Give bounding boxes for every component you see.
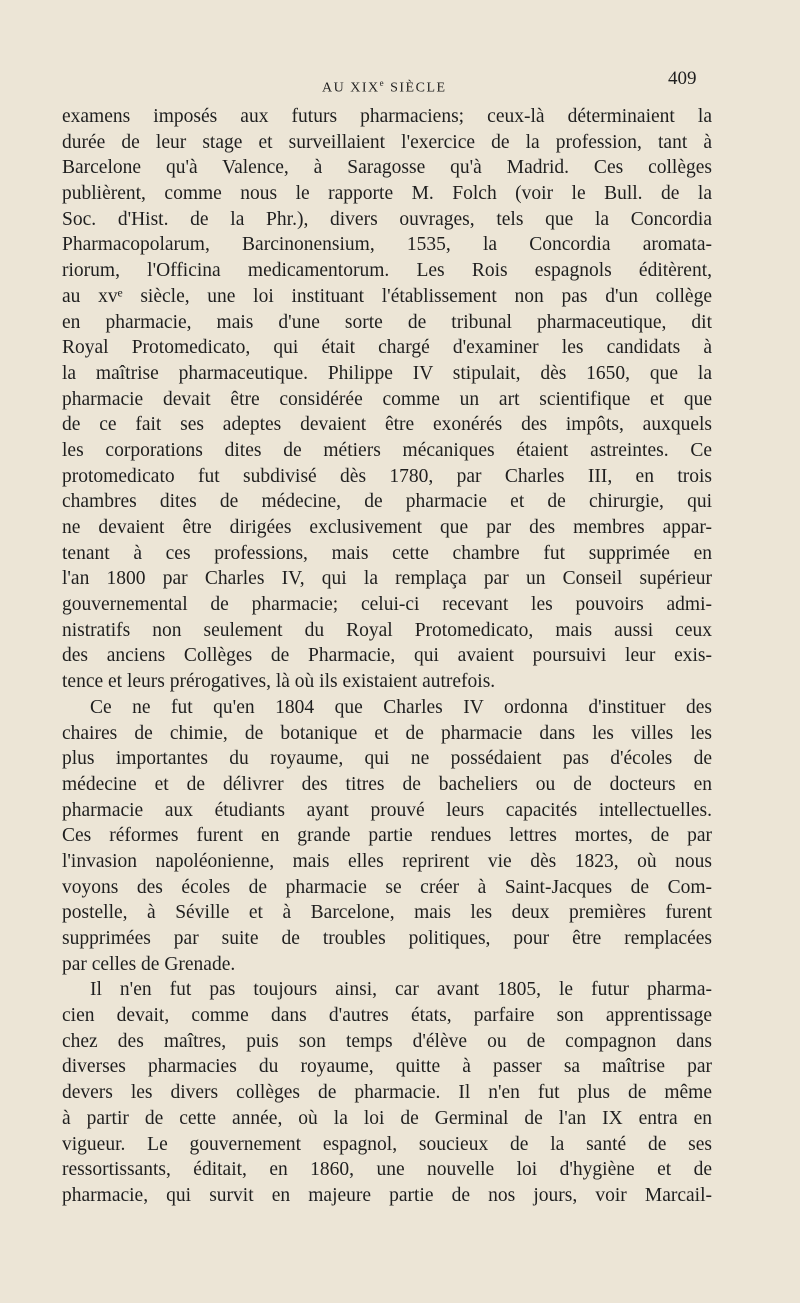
running-title: AU XIXe SIÈCLE [322, 78, 447, 96]
text-line: Soc. d'Hist. de la Phr.), divers ouvrages, tels que la Concordia [62, 208, 712, 230]
text-line: de ce fait ses adeptes devaient être exonérés des impôts, auxquels [62, 414, 712, 436]
text-line: devers les divers collèges de pharmacie. Il n'en fut plus de même [62, 1082, 712, 1104]
text-line: chez des maîtres, puis son temps d'élève ou de compagnon dans [62, 1030, 712, 1052]
text-line: plus importantes du royaume, qui ne possédaient pas d'écoles de [62, 748, 712, 770]
paragraph-start-line: Ce ne fut qu'en 1804 que Charles IV ordonna d'instituer des [90, 696, 712, 718]
text-line: chambres dites de médecine, de pharmacie et de chirurgie, qui [62, 491, 712, 513]
text-line: au xvᵉ siècle, une loi instituant l'établissement non pas d'un collège [62, 285, 712, 307]
text-line: les corporations dites de métiers mécaniques étaient astreintes. Ce [62, 439, 712, 461]
text-line: ne devaient être dirigées exclusivement que par des membres appar- [62, 517, 712, 538]
text-line: pharmacie aux étudiants ayant prouvé leurs capacités intellectuelles. [62, 799, 712, 821]
text-line: des anciens Collèges de Pharmacie, qui avaient poursuivi leur exis- [62, 645, 712, 667]
text-line: Ces réformes furent en grande partie rendues lettres mortes, de par [62, 825, 712, 847]
text-line: publièrent, comme nous le rapporte M. Folch (voir le Bull. de la [62, 183, 712, 205]
text-line: nistratifs non seulement du Royal Protomedicato, mais aussi ceux [62, 619, 712, 641]
text-line: à partir de cette année, où la loi de Germinal de l'an IX entra en [62, 1107, 712, 1129]
text-line: riorum, l'Officina medicamentorum. Les Rois espagnols éditèrent, [62, 260, 712, 282]
text-line: voyons des écoles de pharmacie se créer à Saint-Jacques de Com- [62, 876, 712, 898]
text-line: protomedicato fut subdivisé dès 1780, par Charles III, en trois [62, 465, 712, 487]
text-line: Barcelone qu'à Valence, à Saragosse qu'à Madrid. Ces collèges [62, 157, 712, 179]
text-line: la maîtrise pharmaceutique. Philippe IV stipulait, dès 1650, que la [62, 362, 712, 384]
text-line: cien devait, comme dans d'autres états, parfaire son apprentissage [62, 1005, 712, 1027]
text-line: ressortissants, éditait, en 1860, une nouvelle loi d'hygiène et de [62, 1159, 712, 1181]
text-line: vigueur. Le gouvernement espagnol, soucieux de la santé de ses [62, 1133, 712, 1155]
text-line: durée de leur stage et surveillaient l'exercice de la profession, tant à [62, 131, 712, 153]
paragraph-end-line: par celles de Grenade. [62, 953, 236, 975]
text-line: examens imposés aux futurs pharmaciens; ceux-là déterminaient la [62, 106, 712, 127]
text-line: médecine et de délivrer des titres de bacheliers ou de docteurs en [62, 773, 712, 795]
text-line: diverses pharmacies du royaume, quitte à passer sa maîtrise par [62, 1056, 712, 1078]
text-line: l'invasion napoléonienne, mais elles reprirent vie dès 1823, où nous [62, 850, 712, 872]
text-line: postelle, à Séville et à Barcelone, mais les deux premières furent [62, 902, 712, 924]
text-line: en pharmacie, mais d'une sorte de tribunal pharmaceutique, dit [62, 311, 712, 333]
paragraph-end-line: tence et leurs prérogatives, là où ils existaient autrefois. [62, 671, 496, 693]
text-line: tenant à ces professions, mais cette chambre fut supprimée en [62, 542, 712, 564]
paragraph-start-line: Il n'en fut pas toujours ainsi, car avant 1805, le futur pharma- [90, 979, 712, 1001]
text-line: chaires de chimie, de botanique et de pharmacie dans les villes les [62, 722, 712, 744]
text-line: l'an 1800 par Charles IV, qui la remplaça par un Conseil supérieur [62, 568, 712, 590]
text-line: Pharmacopolarum, Barcinonensium, 1535, la Concordia aromata- [62, 234, 712, 256]
text-line: gouvernemental de pharmacie; celui-ci recevant les pouvoirs admi- [62, 594, 712, 616]
text-line: Royal Protomedicato, qui était chargé d'examiner les candidats à [62, 337, 712, 359]
page-number: 409 [668, 68, 697, 89]
body-text [62, 104, 712, 1209]
running-head [0, 68, 800, 98]
text-line: supprimées par suite de troubles politiques, pour être remplacées [62, 928, 712, 949]
text-line: pharmacie devait être considérée comme un art scientifique et que [62, 388, 712, 410]
text-line: pharmacie, qui survit en majeure partie de nos jours, voir Marcail- [62, 1184, 712, 1206]
